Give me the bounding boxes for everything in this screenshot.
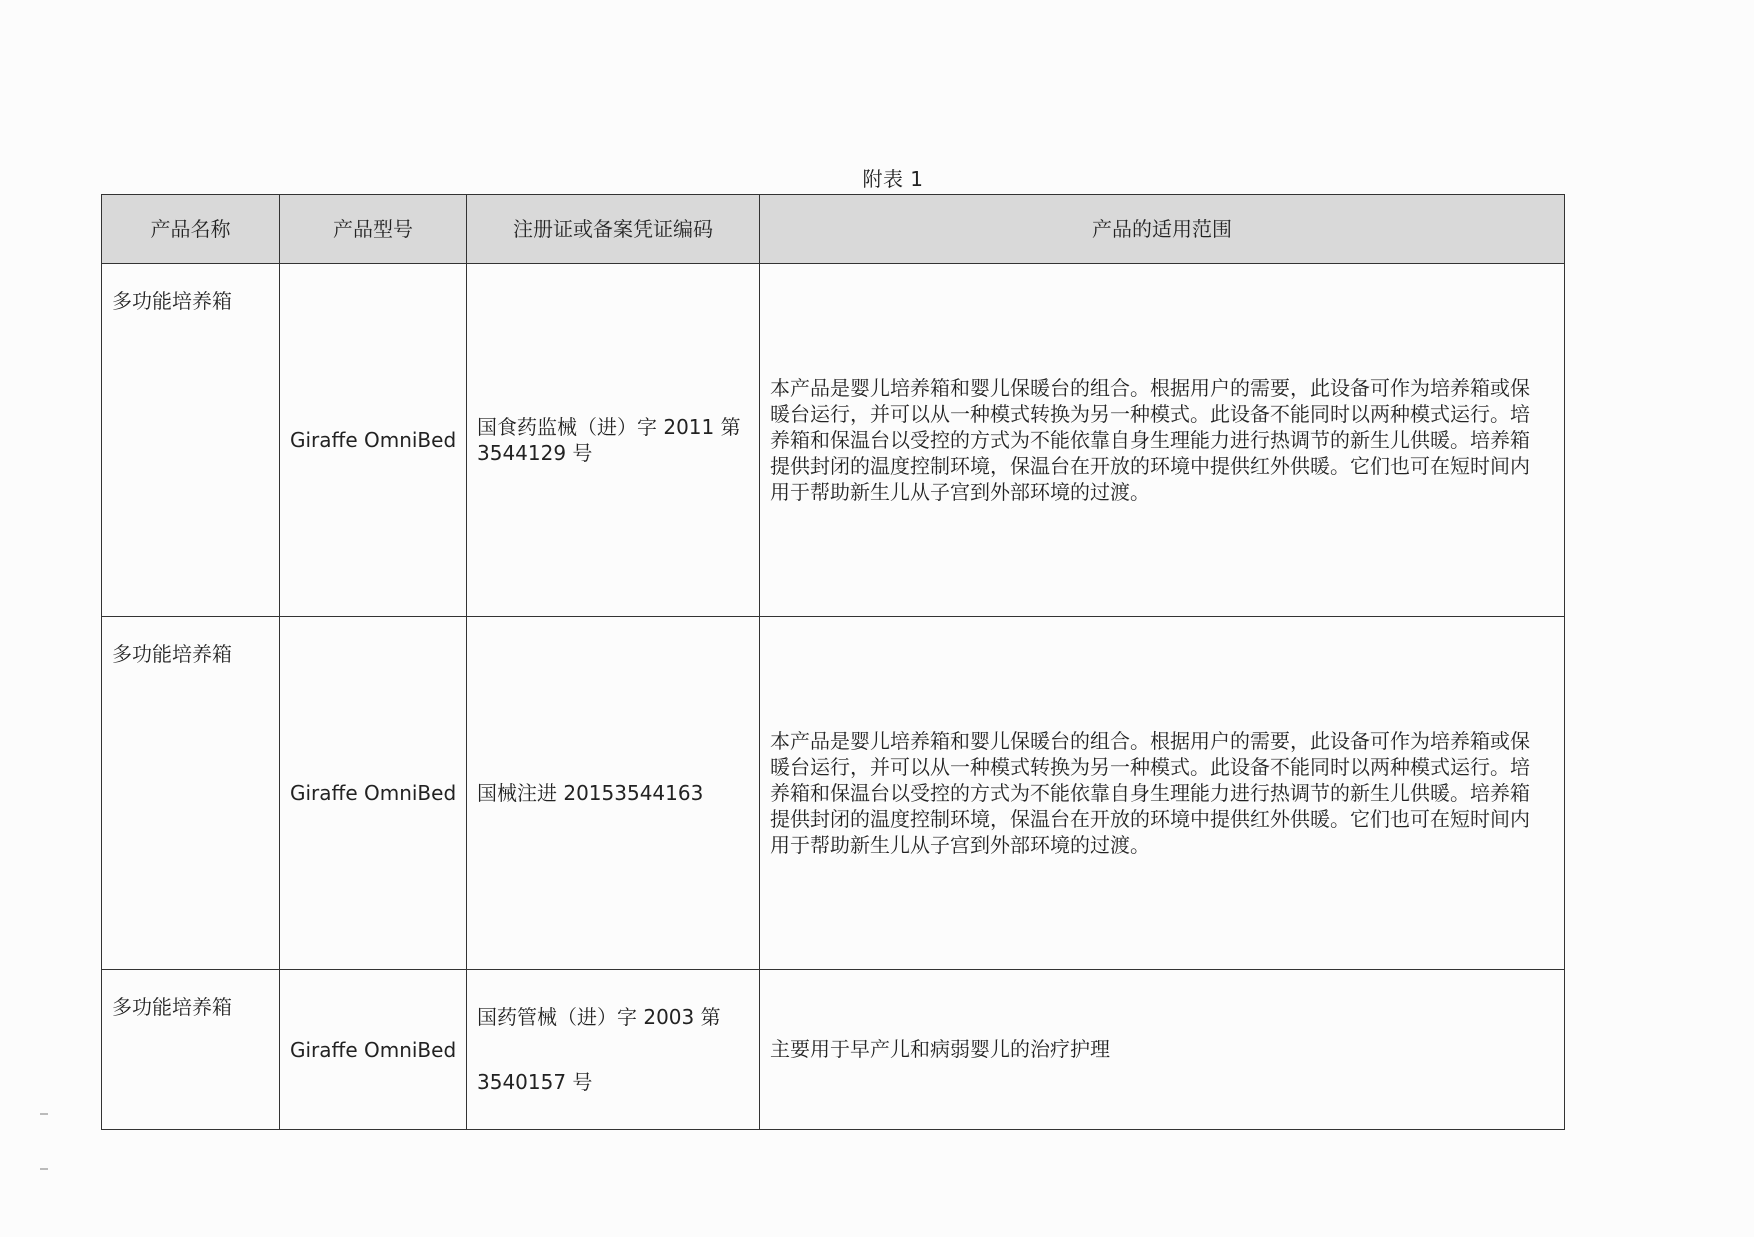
product-table bbox=[101, 194, 1565, 1130]
cell-scope: 主要用于早产儿和病弱婴儿的治疗护理 bbox=[760, 970, 1565, 1130]
table-row bbox=[102, 617, 1565, 970]
table-row bbox=[102, 970, 1565, 1130]
scan-mark bbox=[40, 1113, 48, 1115]
header-registration-code: 注册证或备案凭证编码 bbox=[467, 195, 760, 264]
cell-product-name: 多功能培养箱 bbox=[102, 970, 280, 1130]
table-row bbox=[102, 264, 1565, 617]
cell-product-name: 多功能培养箱 bbox=[102, 264, 280, 617]
cell-scope: 本产品是婴儿培养箱和婴儿保暖台的组合。根据用户的需要，此设备可作为培养箱或保暖台运行，并可以从一种模式转换为另一种模式。此设备不能同时以两种模式运行。培养箱和保温台以受控的方式为不能依靠自身生理能力进行热调节的新生儿供暖。培养箱提供封闭的温度控制环境，保温台在开放的环境中提供红外供暖。它们也可在短时间内用于帮助新生儿从子宫到外部环境的过渡。 bbox=[760, 617, 1565, 970]
cell-product-name: 多功能培养箱 bbox=[102, 617, 280, 970]
cell-registration-code: 国械注进 20153544163 bbox=[467, 617, 760, 970]
scan-mark bbox=[40, 1168, 48, 1170]
header-scope: 产品的适用范围 bbox=[760, 195, 1565, 264]
cell-product-model: Giraffe OmniBed bbox=[280, 970, 467, 1130]
cell-registration-code: 国食药监械（进）字 2011 第 3544129 号 bbox=[467, 264, 760, 617]
table-header-row bbox=[102, 195, 1565, 264]
cell-scope: 本产品是婴儿培养箱和婴儿保暖台的组合。根据用户的需要，此设备可作为培养箱或保暖台运行，并可以从一种模式转换为另一种模式。此设备不能同时以两种模式运行。培养箱和保温台以受控的方式为不能依靠自身生理能力进行热调节的新生儿供暖。培养箱提供封闭的温度控制环境，保温台在开放的环境中提供红外供暖。它们也可在短时间内用于帮助新生儿从子宫到外部环境的过渡。 bbox=[760, 264, 1565, 617]
table-caption: 附表 1 bbox=[862, 167, 924, 191]
header-product-model: 产品型号 bbox=[280, 195, 467, 264]
cell-product-model: Giraffe OmniBed bbox=[280, 264, 467, 617]
cell-product-model: Giraffe OmniBed bbox=[280, 617, 467, 970]
header-product-name: 产品名称 bbox=[102, 195, 280, 264]
cell-registration-code: 国药管械（进）字 2003 第 3540157 号 bbox=[467, 970, 760, 1130]
